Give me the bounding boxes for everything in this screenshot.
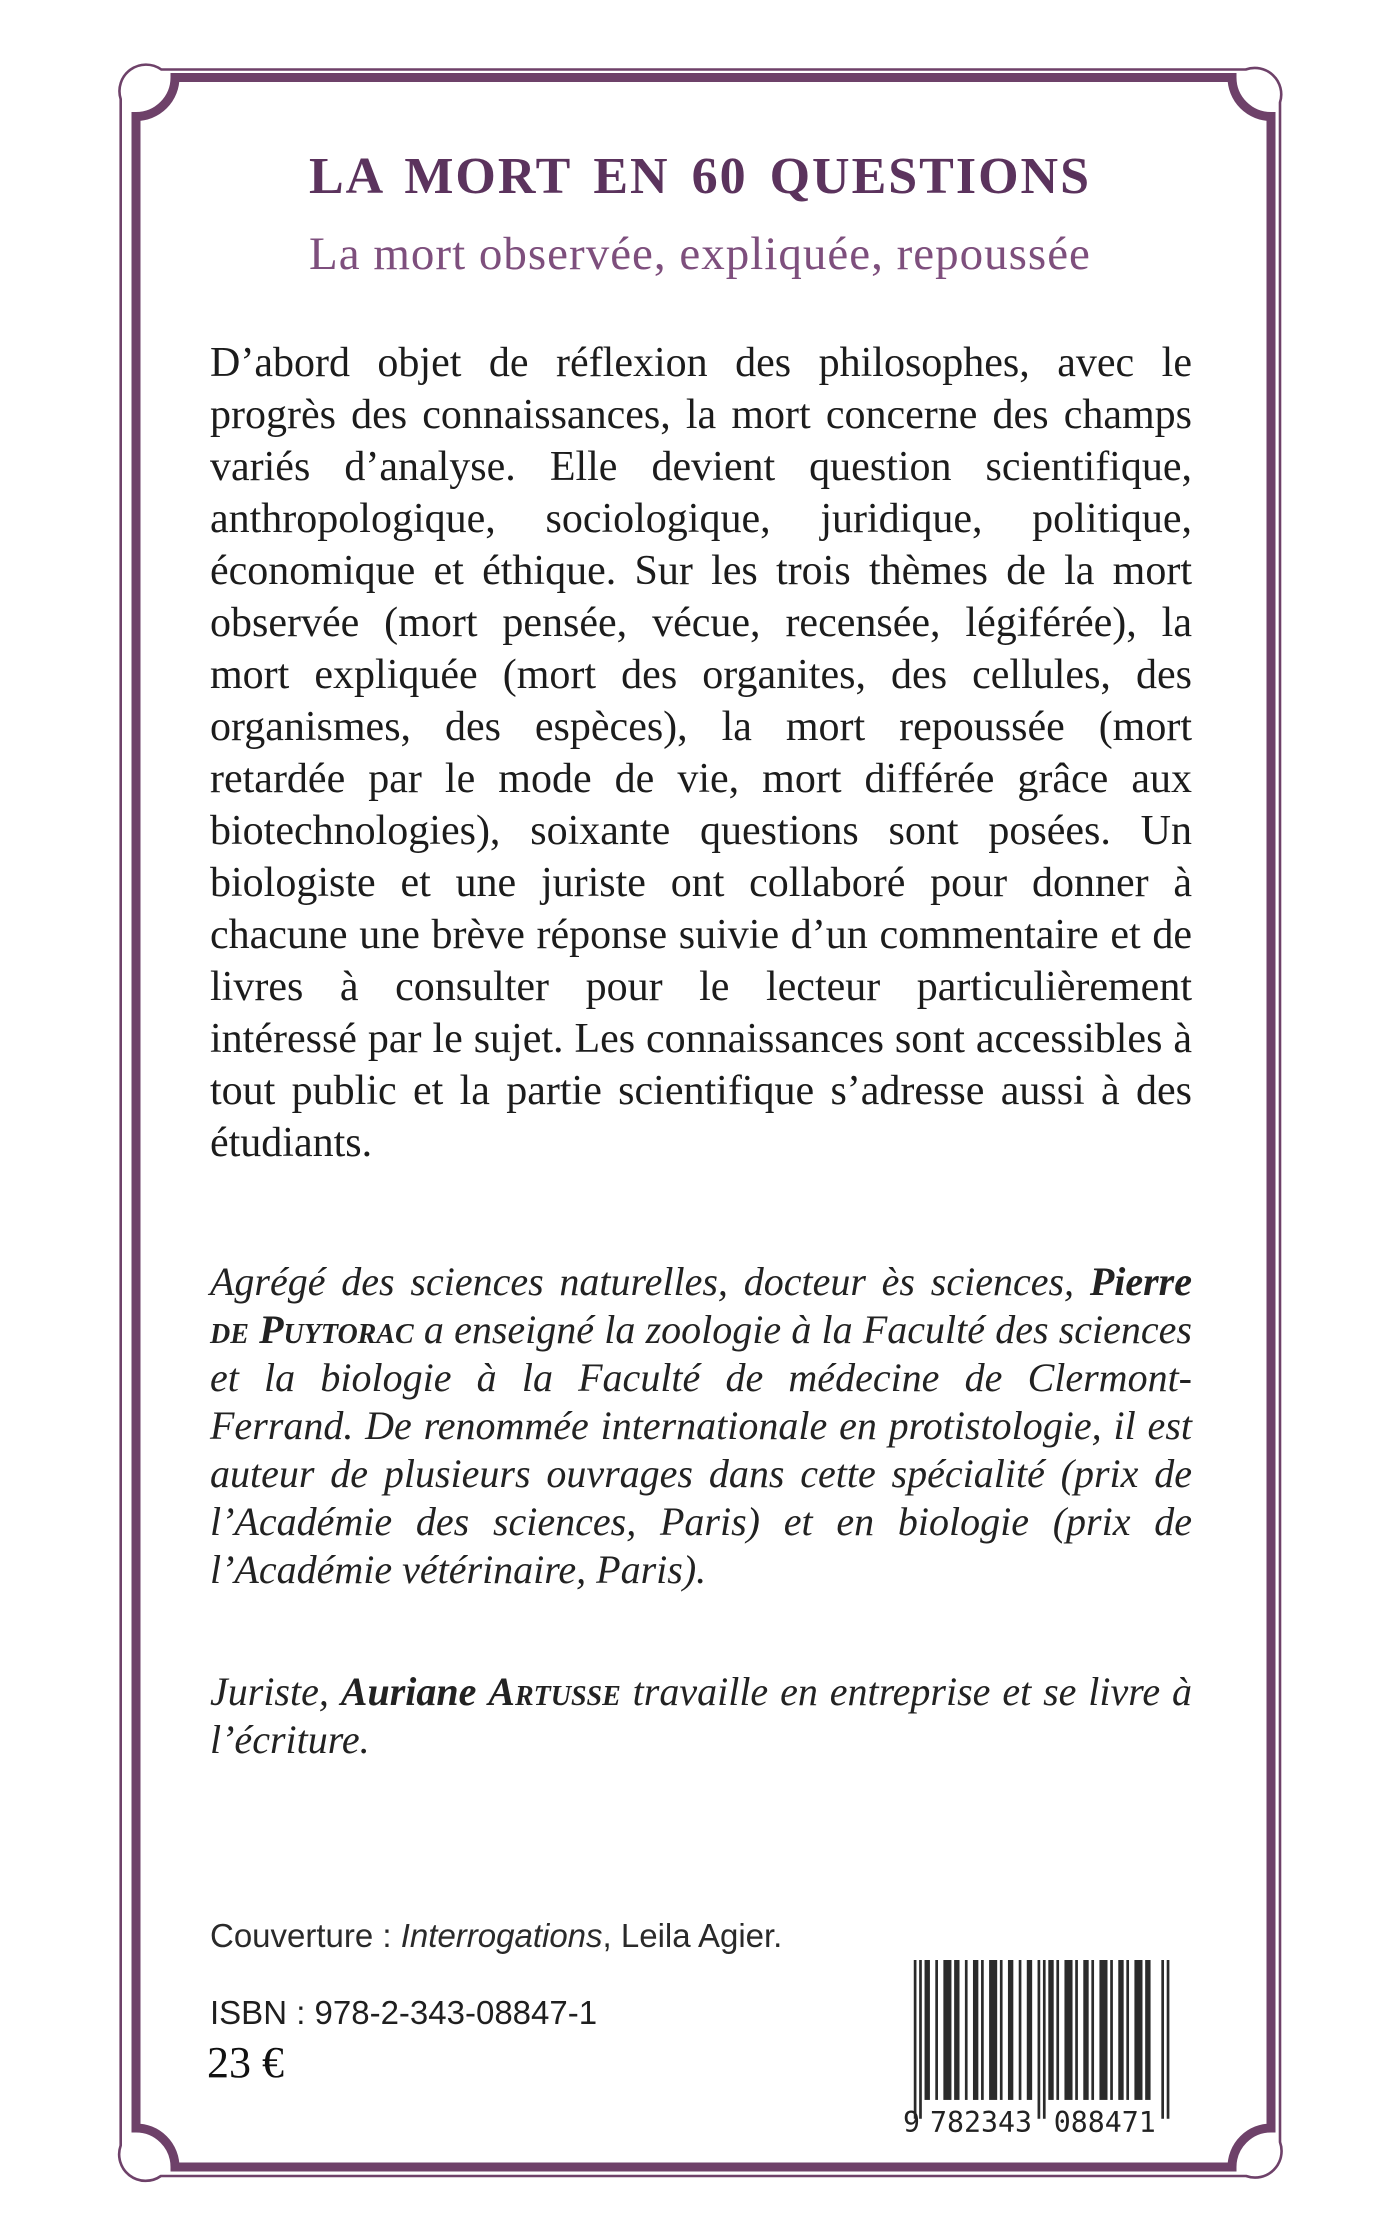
barcode (903, 1960, 1199, 2138)
barcode-bars (914, 1960, 1170, 2119)
barcode-digits-group1: 782343 (930, 2106, 1033, 2138)
barcode-digit-lead: 9 (903, 2106, 921, 2138)
bio1-prefix: Agrégé des sciences naturelles, docteur ès sciences, (210, 1259, 1090, 1304)
book-title: LA MORT EN 60 QUESTIONS (308, 148, 1092, 205)
synopsis-paragraph: D’abord objet de réflexion des philosophes, avec le progrès des connaissances, la mort concerne des champs variés d’analyse. Elle devient question scientifique, anthropologique, sociologique, juridique, politique, économique et éthique. Sur les trois thèmes de la mort observée (mort pensée, vécue, recensée, légiférée), la mort expliquée (mort des organites, des cellules, des organismes, des espèces), la mort repoussée (mort retardée par le mode de vie, mort différée grâce aux biotechnologies), soixante questions sont posées. Un biologiste et une juriste ont collaboré pour donner à chacune une brève réponse suivie d’un commentaire et de livres à consulter pour le lecteur particulièrement intéressé par le sujet. Les connaissances sont accessibles à tout public et la partie scientifique s’adresse aussi à des étudiants. (210, 340, 1192, 1166)
isbn-line: ISBN : 978-2-343-08847-1 (210, 1994, 598, 2031)
author-bio-puytorac (210, 1258, 1192, 1594)
author-bio-artusse (210, 1668, 1192, 1764)
author2-last-name: Artusse (488, 1669, 621, 1714)
bio2-suffix: travaille en entreprise et se livre à l’écriture. (210, 1669, 1192, 1762)
author2-first-name: Auriane (340, 1669, 489, 1714)
cover-credit-label: Couverture : (210, 1917, 401, 1954)
author1-last-name: de Puytorac (210, 1307, 414, 1352)
barcode-digits-group2: 088471 (1053, 2106, 1156, 2138)
bio2-prefix: Juriste, (210, 1669, 341, 1714)
bio1-suffix: a enseigné la zoologie à la Faculté des sciences et la biologie à la Faculté de médecine de Clermont-Ferrand. De renommée internationale en protistologie, il est auteur de plusieurs ouvrages dans cette spécialité (prix de l’Académie des sciences, Paris) et en biologie (prix de l’Académie vétérinaire, Paris). (210, 1307, 1192, 1592)
author1-first-name: Pierre (1089, 1259, 1192, 1304)
book-subtitle: La mort observée, expliquée, repoussée (309, 228, 1091, 280)
cover-artwork-title: Interrogations (400, 1917, 603, 1954)
author-name-auriane-artusse (341, 1669, 621, 1714)
cover-credit-line (210, 1916, 1110, 1956)
price: 23 € (207, 2038, 284, 2087)
cover-artist: , Leila Agier. (602, 1917, 783, 1954)
